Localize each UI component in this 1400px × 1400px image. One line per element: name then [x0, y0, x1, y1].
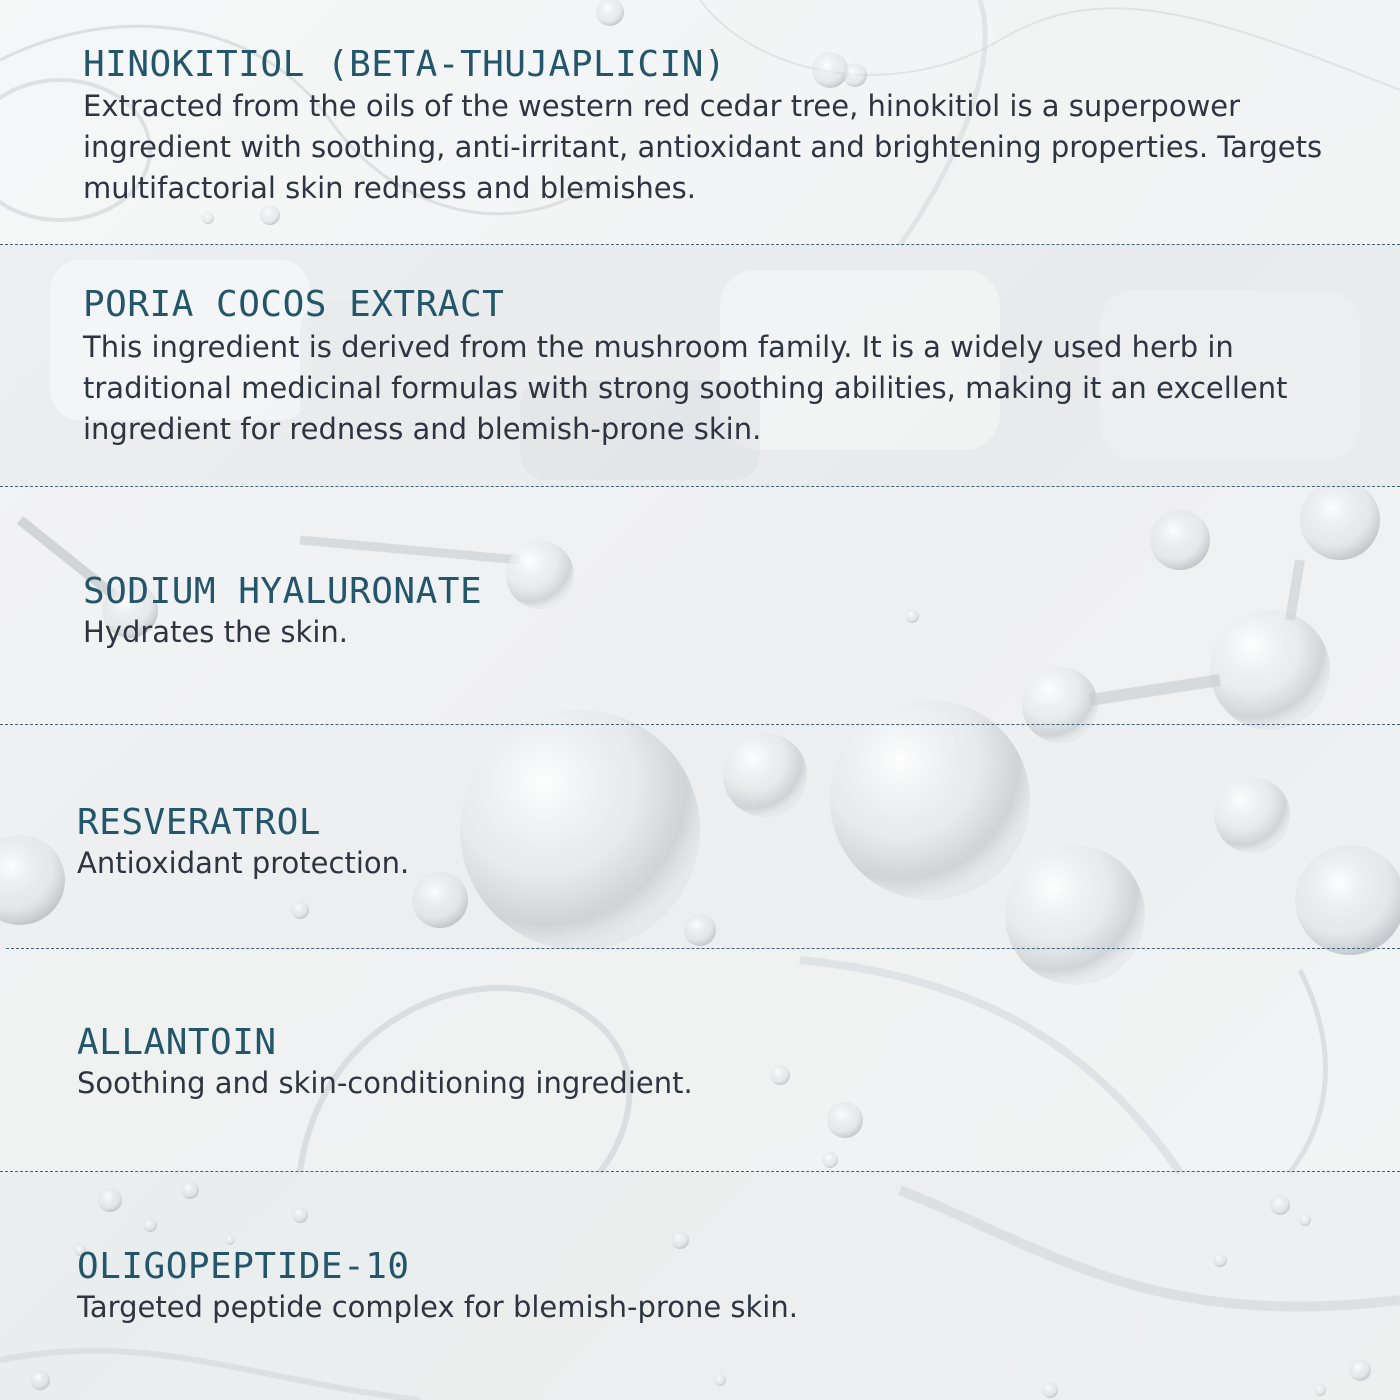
ingredient-description: Soothing and skin-conditioning ingredient. [77, 1066, 693, 1100]
section-divider [0, 1171, 1400, 1172]
ingredient-name: OLIGOPEPTIDE-10 [77, 1246, 410, 1287]
ingredient-name: ALLANTOIN [77, 1022, 277, 1063]
ingredient-description: Targeted peptide complex for blemish-prone skin. [77, 1290, 798, 1324]
ingredient-name: HINOKITIOL (BETA-THUJAPLICIN) [83, 44, 727, 85]
section-divider [0, 486, 1400, 487]
ingredient-description: This ingredient is derived from the mushroom family. It is a widely used herb in traditional medicinal formulas with strong soothing abilities, making it an excellent ingredient for redness and blemish-prone skin. [83, 330, 1288, 446]
ingredient-section-oligopeptide-10 [0, 1172, 1400, 1400]
ingredient-description: Extracted from the oils of the western red cedar tree, hinokitiol is a superpower ingredient with soothing, anti-irritant, antioxidant and brightening properties. Targets multifactorial skin redness and blemishes. [83, 89, 1323, 205]
ingredient-section-hinokitiol [0, 0, 1400, 245]
ingredient-name: RESVERATROL [77, 802, 321, 843]
section-divider [0, 724, 1400, 725]
section-divider [6, 948, 1400, 949]
ingredient-section-poria-cocos [0, 245, 1400, 487]
ingredient-name: PORIA COCOS EXTRACT [83, 284, 505, 325]
ingredient-description: Hydrates the skin. [83, 615, 348, 649]
ingredient-section-resveratrol [0, 725, 1400, 949]
ingredient-section-sodium-hyaluronate [0, 487, 1400, 725]
ingredient-section-allantoin [0, 949, 1400, 1172]
ingredient-name: SODIUM HYALURONATE [83, 571, 483, 612]
ingredient-description: Antioxidant protection. [77, 846, 410, 880]
section-divider [0, 244, 1400, 245]
